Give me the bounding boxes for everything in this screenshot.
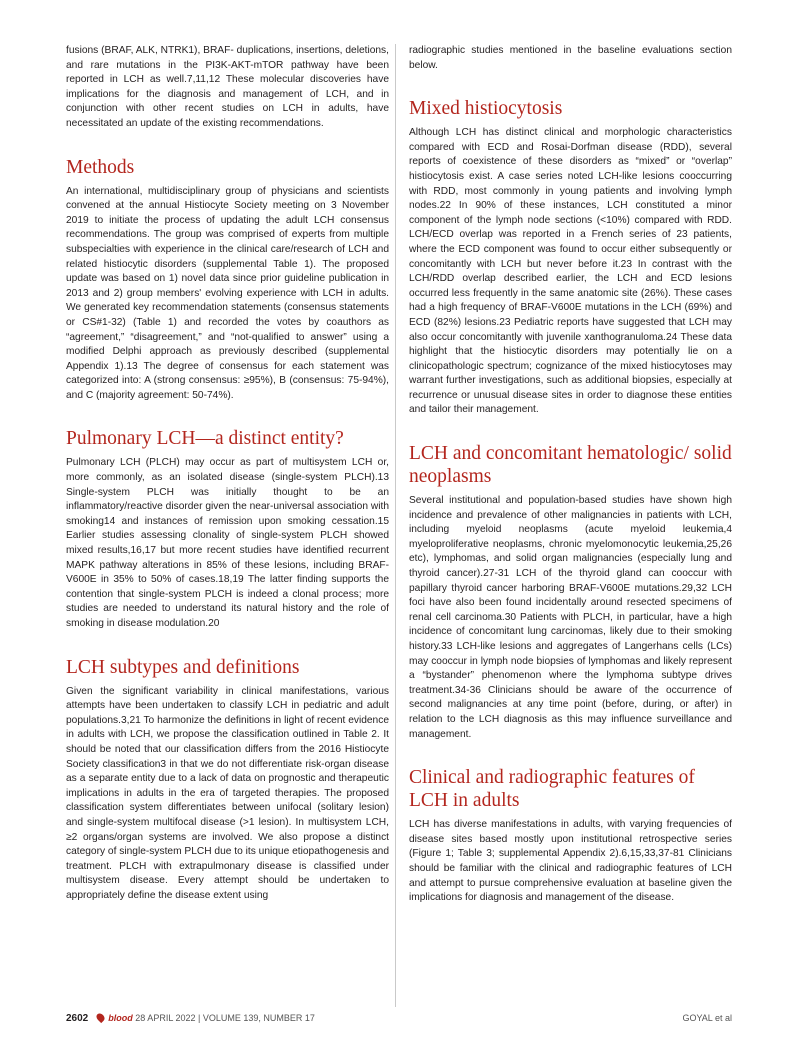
page-footer — [66, 1013, 732, 1029]
left-column — [66, 44, 389, 904]
methods-paragraph: An international, multidisciplinary group of physicians and scientists convened at the annual Histiocyte Society meeting on 3 November 2019 to initiate the process of updating the adult LCH consensus recommendations. The group was comprised of experts from multiple subspecialties with experience in the clinical care/research of LCH and related histiocytic disorders (supplemental Table 1). The proposed update was based on 1) novel data since prior guideline publication in 2013 and 2) group members' evolving experience with LCH in adults. We generated key recommendation statements (consensus statements or CS#1-32) (Table 1) and recorded the votes by coauthors as “agreement,” “disagreement,” and “not-qualified to answer” using a modified Delphi approach as previously described (supplemental Appendix 1).13 The degree of consensus for each statement was categorized into: A (strong consensus: ≥95%), B (consensus: 75-94%), and C (majority agreement: 50-74%). — [66, 185, 389, 401]
section-heading-pulmonary-lch: Pulmonary LCH—a distinct entity? — [66, 428, 344, 450]
pulmonary-lch-paragraph: Pulmonary LCH (PLCH) may occur as part of multisystem LCH or, more commonly, as an isolated disease (single-system PLCH).13 Single-system PLCH was initially thought to be an inflammatory/reactive disorder given the near-universal association with smoking14 and instances of remission upon smoking cessation.15 Earlier studies assessing clonality of single-system PLCH showed mixed results,16,17 but more recent studies have identified recurrent MAPK pathway alterations in 85% of these lesions, including BRAF-V600E in 35% to 50% of cases.18,19 The latter finding supports the contention that single-system PLCH is indeed a clonal process; more studies are needed to understand its natural history and the role of smoking in disease modulation.20 — [66, 457, 389, 629]
section-heading-subtypes: LCH subtypes and definitions — [66, 656, 300, 678]
section-heading-mixed-histiocytosis: Mixed histiocytosis — [409, 98, 563, 120]
intro-continuation: radiographic studies mentioned in the baseline evaluations section below. — [409, 45, 732, 71]
section-heading-methods: Methods — [66, 156, 135, 178]
section-heading-neoplasms: LCH and concomitant hematologic/ solid neoplasms — [409, 443, 732, 488]
page-number: 2602 — [66, 1013, 89, 1024]
column-divider — [395, 44, 396, 1007]
subtypes-paragraph: Given the significant variability in clinical manifestations, various attempts have been undertaken to classify LCH in pediatric and adult populations.3,21 To harmonize the definitions in light of recent evidence in adults with LCH, we propose the classification outlined in Table 2. It should be noted that our classification differs from the 2016 Histiocyte Society classification3 in that we do not differentiate risk-organ disease as a separate entity due to a lack of data on prognostic and therapeutic implications in adults in the era of targeted therapies. The proposed classification system differentiates between unifocal (solitary lesion) and single-system multifocal disease (>1 lesion). In multisystem LCH, ≥2 organs/organ systems are involved. We also propose a distinct category of single-system PLCH due to its unique etiopathogenesis and treatment. PLCH with extrapulmonary disease is classified under multisystem disease. Every attempt should be undertaken to appropriately define the disease extent using — [66, 685, 389, 901]
section-heading-clinical-features: Clinical and radiographic features of LCH in adults — [409, 767, 695, 812]
clinical-features-paragraph: LCH has diverse manifestations in adults, with varying frequencies of disease sites based mostly upon institutional retrospective series (Figure 1; Table 3; supplemental Appendix 2).6,15,33,37-81 Clinicians should be familiar with the clinical and radiographic features of LCH and attempt to pursue comprehensive evaluation at baseline given the implications for diagnosis and management of the disease. — [409, 819, 732, 904]
journal-logo: blood — [108, 1013, 133, 1023]
blood-drop-icon — [95, 1012, 106, 1023]
mixed-histiocytosis-paragraph: Although LCH has distinct clinical and morphologic characteristics compared with ECD and Rosai-Dorfman disease (RDD), several reports of coexistence of these disorders as “mixed” or “overlap” histiocytosis exist. A case series noted LCH-like lesions cooccurring with RDD, most commonly in young patients and involving lymph nodes.22 In 90% of these instances, LCH constituted a minor component of the lymph node sections (<10%) compared with RDD. LCH/ECD overlap was reported in a French series of 23 patients, where the ECD component was found to occur either subsequently or concomitantly with LCH but never before it.23 In contrast with the LCH/RDD overlap described earlier, the LCH and ECD lesions occurred less frequently in the same anatomic site (26%). These cases had a high frequency of BRAF-V600E mutations in the LCH (69%) and ECD (82%) lesions.23 Pediatric reports have suggested that LCH may also occur concomitantly with juvenile xanthogranuloma.24 These data highlight that the histiocytic disorders may potentially lie on a clinicopathologic spectrum; cognizance of the mixed histiocytoses may warrant further investigations, such as additional biopsies, especially at recurrence or unusual disease sites in order to diagnose these entities and tailor their management. — [409, 127, 732, 416]
issue-info: 28 APRIL 2022 | VOLUME 139, NUMBER 17 — [135, 1013, 315, 1023]
neoplasms-paragraph: Several institutional and population-based studies have shown high incidence and prevalence of other malignancies in patients with LCH, including myeloid neoplasms (acute myeloid leukemia,4 myeloproliferative neoplasms, chronic myelomonocytic leukemia,25,26 etc), lymphomas, and solid organ malignancies (especially lung and thyroid cancer).27-31 LCH of the thyroid gland can cooccur with papillary thyroid cancer harboring BRAF-V600E mutations.29,32 LCH foci have also been found incidentally around resected specimens of renal cell carcinoma.30 Patients with PLCH, in particular, have a high incidence of concomitant lung carcinomas, likely due to their smoking history.33 LCH-like lesions and aggregates of Langerhans cells (LCs) may cooccur in lymph node biopsies of lymphomas and likely represent a “bystander” phenomenon where the lymphoma subtype drives treatment.34-36 Clinicians should be aware of the occurrence of second malignancies at any time point (before, during, or after) in relation to the LCH diagnosis as this may influence surveillance and management. — [409, 495, 732, 740]
running-author: GOYAL et al — [682, 1013, 732, 1023]
intro-paragraph: fusions (BRAF, ALK, NTRK1), BRAF- duplications, insertions, deletions, and rare mutations in the PI3K-AKT-mTOR pathway have been reported in LCH as well.7,11,12 These molecular discoveries have implications for the diagnosis and management of LCH, and in conjunction with other recent studies on LCH in adults, have necessitated an update of the existing recommendations. — [66, 45, 389, 129]
right-column — [409, 44, 732, 906]
